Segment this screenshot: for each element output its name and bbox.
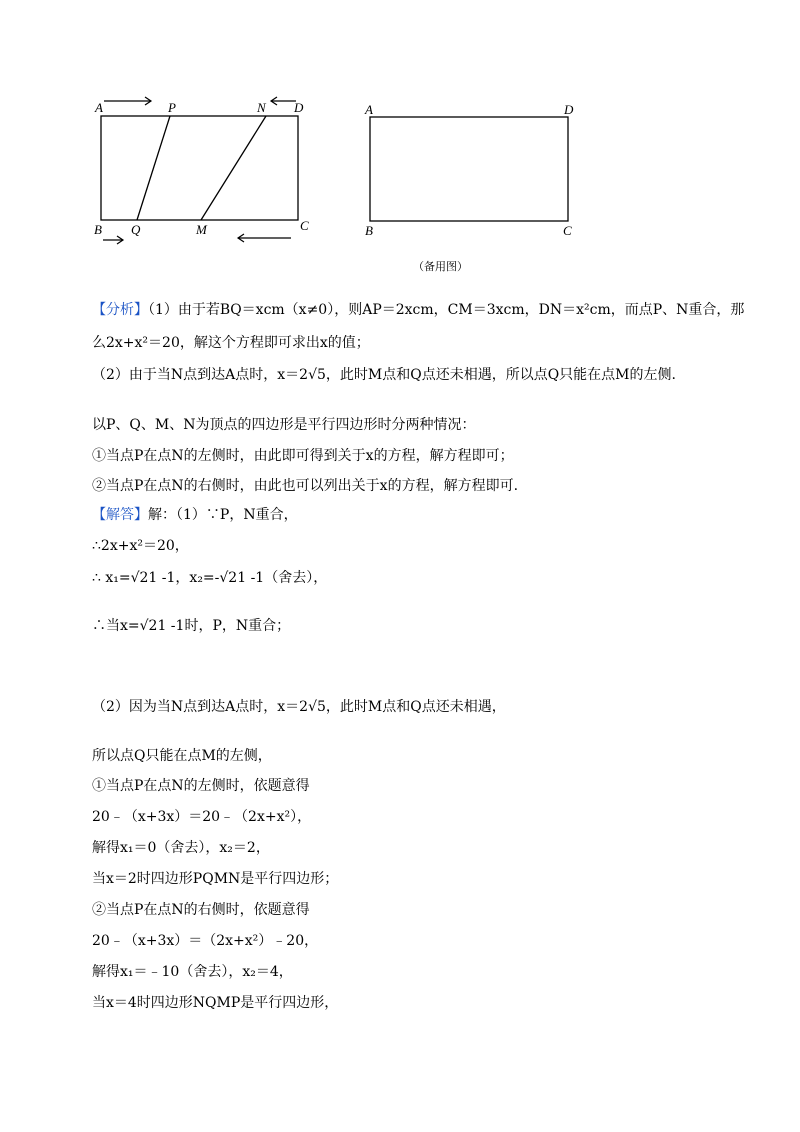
geometry-figure: [0, 0, 800, 290]
arrow-c-left: [238, 234, 291, 242]
label-d-spare: D: [564, 102, 574, 117]
solution-line-1: [92, 505, 298, 525]
figure-caption: （备用图）: [413, 260, 468, 273]
arrow-a-right: [104, 97, 151, 105]
solution-line-9: 解得x₁＝0（舍去），x₂＝2，: [92, 840, 270, 856]
solution-text-1: 解：（1）∵P，N重合，: [148, 507, 298, 523]
label-m: M: [196, 222, 207, 237]
rectangle-abcd: [101, 116, 298, 220]
solution-line-6: 所以点Q只能在点M的左侧，: [92, 748, 272, 764]
solution-line-13: 解得x₁＝﹣10（舍去），x₂＝4，: [92, 964, 293, 980]
arrow-b-right: [103, 236, 123, 244]
analysis-line-6: ②当点P在点N的右侧时，由此也可以列出关于x的方程，解方程即可.: [92, 478, 519, 494]
solution-line-2: ∴2x+x²＝20，: [92, 538, 189, 554]
analysis-line-4: 以P、Q、M、N为顶点的四边形是平行四边形时分两种情况：: [92, 417, 476, 433]
solution-line-14: 当x＝4时四边形NQMP是平行四边形，: [92, 995, 339, 1011]
analysis-tag: 【分析】: [92, 302, 148, 318]
label-p: P: [168, 100, 176, 115]
solution-line-12: 20﹣（x+3x）＝（2x+x²）﹣20，: [92, 933, 319, 949]
solution-line-10: 当x＝2时四边形PQMN是平行四边形；: [92, 871, 339, 887]
segment-pq: [137, 116, 170, 220]
solution-line-7: ①当点P在点N的左侧时，依题意得: [92, 778, 310, 794]
label-b: B: [94, 222, 102, 237]
label-a: A: [95, 100, 103, 115]
label-c-spare: C: [563, 223, 572, 238]
label-q: Q: [131, 222, 141, 237]
analysis-line-2: 么2x+x²＝20，解这个方程即可求出x的值；: [92, 335, 370, 351]
arrow-d-left: [271, 97, 296, 105]
rectangle-abcd-spare: [370, 117, 568, 221]
label-b-spare: B: [365, 223, 373, 238]
label-n: N: [257, 100, 266, 115]
label-d: D: [294, 100, 304, 115]
analysis-text-1: （1）由于若BQ＝xcm（x≠0），则AP＝2xcm，CM＝3xcm，DN＝x²cm，而点P、N重合，那: [148, 302, 745, 318]
solution-tag: 【解答】: [92, 507, 148, 523]
analysis-line-5: ①当点P在点N的左侧时，由此即可得到关于x的方程，解方程即可；: [92, 448, 514, 464]
solution-line-8: 20﹣（x+3x）＝20﹣（2x+x²），: [92, 809, 312, 825]
solution-line-4: ∴当x=√21 -1时，P，N重合；: [92, 618, 291, 634]
analysis-line-1: [92, 300, 744, 320]
analysis-line-3: （2）由于当N点到达A点时，x＝2√5，此时M点和Q点还未相遇，所以点Q只能在点M的左侧.: [92, 367, 676, 383]
solution-line-3: ∴ x₁=√21 -1，x₂=-√21 -1（舍去），: [92, 570, 328, 586]
label-a-spare: A: [365, 102, 373, 117]
label-c: C: [300, 218, 309, 233]
solution-line-11: ②当点P在点N的右侧时，依题意得: [92, 902, 310, 918]
segment-nm: [201, 116, 266, 220]
solution-line-5: （2）因为当N点到达A点时，x＝2√5，此时M点和Q点还未相遇，: [92, 699, 506, 715]
